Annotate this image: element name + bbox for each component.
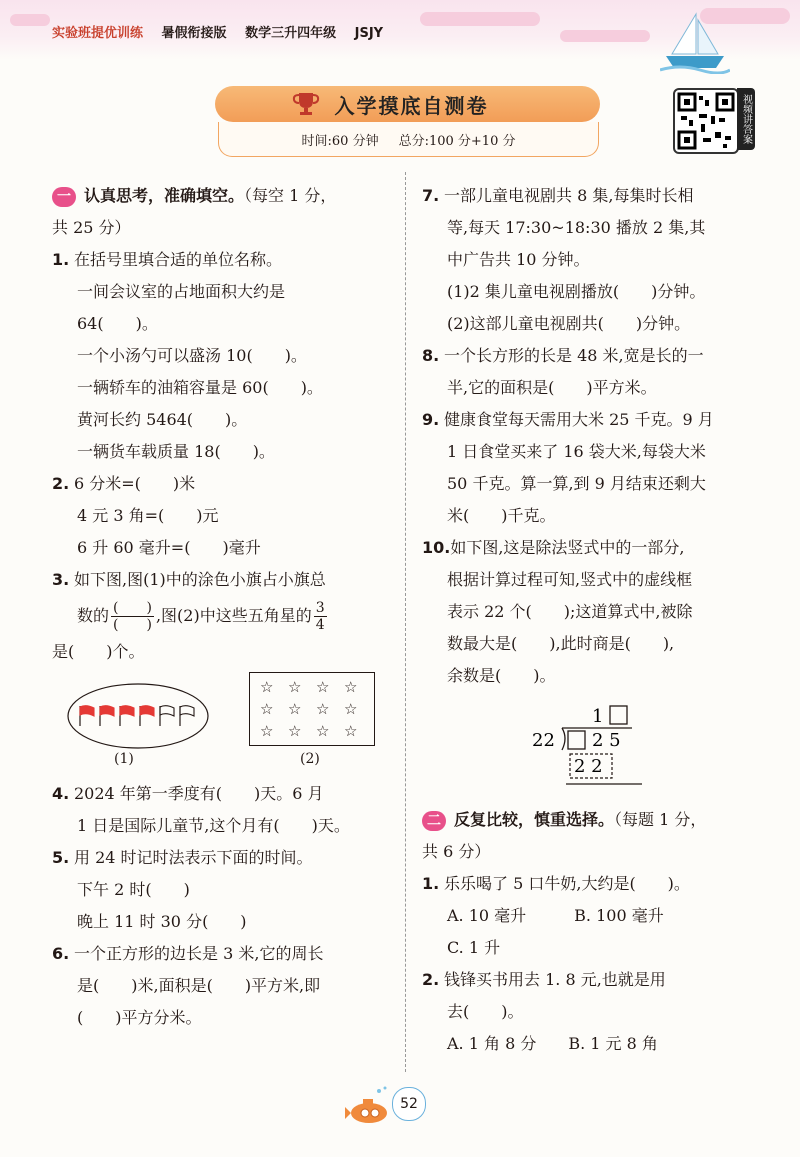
question-text: 一间会议室的占地面积大约是 [77,282,286,301]
question-line [52,244,397,276]
question-text: 一个正方形的边长是 3 米,它的周长 [74,944,324,963]
trophy-icon [291,91,321,117]
question-subline [52,404,397,436]
section-2-title: 反复比较，慎重选择。 [454,810,615,829]
question-text: 下午 2 时( ) [77,880,190,899]
question-subline [52,276,397,308]
column-divider [405,172,406,1072]
question-subline [422,308,767,340]
question-subline [422,212,767,244]
question-text: 6 升 60 毫升=( )毫升 [77,538,261,557]
question-text: (1)2 集儿童电视剧播放( )分钟。 [447,282,706,301]
question-text: C. 1 升 [447,938,501,957]
question-subline [52,532,397,564]
question-text: 6 分米=( )米 [74,474,196,493]
product: 2 2 [574,756,603,777]
question-text: 一个小汤勺可以盛汤 10( )。 [77,346,307,365]
star-icon: ☆ [288,700,302,718]
qr-label: 视频讲答案 [737,88,755,150]
right-column [422,180,767,1060]
total-score: 总分:100 分+10 分 [398,133,516,149]
star-icon: ☆ [316,678,330,696]
fraction-three-quarters [314,600,327,633]
question-number: 2. [422,970,440,989]
question-subline [422,372,767,404]
quotient-box [610,706,627,724]
question-text: 4 元 3 角=( )元 [77,506,219,525]
question-line [422,964,767,996]
question-number: 1. [422,874,440,893]
question-subline [422,628,767,660]
question-text: 健康食堂每天需用大米 25 千克。9 月 [444,410,714,429]
question-line [52,938,397,970]
qr-code[interactable] [673,88,739,154]
question-text: 去( )。 [447,1002,524,1021]
question-line [422,340,767,372]
fraction-denominator: ( ) [113,617,152,633]
division-figure [422,692,767,792]
question-subline [422,596,767,628]
q3-text: 数的 [77,606,110,625]
question-text: A. 1 角 8 分 B. 1 元 8 角 [447,1034,658,1053]
question-text: 余数是( )。 [447,666,556,685]
decor-cloud [10,14,50,26]
title-banner [215,86,600,122]
question-list [52,244,397,596]
subject-label: 数学三升四年级 [245,26,337,41]
question-number: 5. [52,848,70,867]
question-text: 50 千克。算一算,到 9 月结束还剩大 [447,474,706,493]
question-text: 数最大是( ),此时商是( ), [447,634,675,653]
question-text: 1 日是国际儿童节,这个月有( )天。 [77,816,350,835]
star-icon: ☆ [288,678,302,696]
question-subline [422,1028,767,1060]
question-subline [422,996,767,1028]
star-icon: ☆ [260,700,274,718]
question-text: 如下图,图(1)中的涂色小旗占小旗总 [74,570,326,589]
star-icon: ☆ [316,722,330,740]
question-text: (2)这部儿童电视剧共( )分钟。 [447,314,691,333]
question-line [52,564,397,596]
question-subline [52,340,397,372]
question-line [52,842,397,874]
question-subline [52,372,397,404]
question-text: 一部儿童电视剧共 8 集,每集时长相 [444,186,694,205]
question-subline [52,436,397,468]
flag-icon [160,706,174,726]
divisor: 22 [532,730,555,751]
section-1-note-cont: 共 25 分） [52,218,131,237]
left-column [52,180,397,1034]
question-number: 7. [422,186,440,205]
fraction-numerator: ( ) [113,600,152,616]
decor-cloud [560,30,650,42]
time-limit: 时间:60 分钟 [301,133,379,149]
edition-label: 暑假衔接版 [161,26,227,41]
question-text: 64( )。 [77,314,158,333]
question-line [52,778,397,810]
section-1-title: 认真思考，准确填空。 [84,186,245,205]
question-text: 2024 年第一季度有( )天。6 月 [74,784,324,803]
question-subline [422,468,767,500]
question-line [422,532,767,564]
flags-figure [66,682,211,750]
question-text: A. 10 毫升 B. 100 毫升 [447,906,664,925]
question-subline [422,900,767,932]
shaded-flag-icon [140,706,154,726]
question-subline [52,1002,397,1034]
section-1-badge: 一 [52,187,76,207]
star-icon: ☆ [344,678,358,696]
section-2-note-cont: 共 6 分） [422,842,491,861]
question-text: 晚上 11 时 30 分( ) [77,912,247,931]
question-list [422,180,767,692]
question-subline [52,308,397,340]
fraction-numerator: 3 [315,600,325,616]
question-number: 3. [52,570,70,589]
page-number: 52 [392,1087,426,1121]
q3-end: 是( )个。 [52,642,145,661]
question-text: 在括号里填合适的单位名称。 [74,250,283,269]
question-number: 4. [52,784,70,803]
question-number: 1. [52,250,70,269]
question-subline [422,932,767,964]
question-text: 乐乐喝了 5 口牛奶,大约是( )。 [444,874,690,893]
page-title: 入学摸底自测卷 [334,93,489,118]
quotient-digit: 1 [592,706,604,727]
section-2-note: （每题 1 分， [614,810,707,829]
question-subline [422,436,767,468]
question-text: 钱锋买书用去 1. 8 元,也就是用 [444,970,666,989]
question-subline [52,970,397,1002]
question-text: 等,每天 17:30~18:30 播放 2 集,其 [447,218,706,237]
question-line [422,868,767,900]
question-text: 如下图,这是除法竖式中的一部分, [450,538,685,557]
question-text: 一辆轿车的油箱容量是 60( )。 [77,378,323,397]
question-text: ( )平方分米。 [77,1008,202,1027]
question-subline [52,906,397,938]
submarine-icon [345,1085,395,1129]
question-text: 表示 22 个( );这道算式中,被除 [447,602,693,621]
figure-1-label: (1) [114,751,134,767]
star-icon: ☆ [260,722,274,740]
shaded-flag-icon [120,706,134,726]
question-list [422,868,767,1060]
question-text: 黄河长约 5464( )。 [77,410,248,429]
decor-cloud [420,12,540,26]
question-list [52,778,397,1034]
question-line [422,180,767,212]
sailboat-icon [660,10,730,74]
question-3-fraction-line [52,596,397,636]
question-number: 10. [422,538,451,557]
question-text: 用 24 时记时法表示下面的时间。 [74,848,313,867]
star-icon: ☆ [344,722,358,740]
question-text: 一辆货车载质量 18( )。 [77,442,275,461]
question-subline [422,500,767,532]
question-subline [422,660,767,692]
q3-text: ,图(2)中这些五角星的 [155,606,312,625]
star-icon: ☆ [344,700,358,718]
question-text: 米( )千克。 [447,506,556,525]
question-subline [52,874,397,906]
question-text: 是( )米,面积是( )平方米,即 [77,976,321,995]
question-text: 一个长方形的长是 48 米,宽是长的一 [444,346,704,365]
section-1-heading [52,180,397,212]
fraction-denominator: 4 [315,617,325,633]
code-label: JSJY [354,26,384,41]
flag-icon [180,706,194,726]
question-subline [422,564,767,596]
question-line [422,404,767,436]
q3-figures [52,668,397,778]
question-subline [422,276,767,308]
section-1-note: （每空 1 分， [244,186,337,205]
question-text: 1 日食堂买来了 16 袋大米,每袋大米 [447,442,706,461]
qr-code-icon [675,90,737,152]
series-brand: 实验班提优训练 [52,26,144,41]
question-text: 半,它的面积是( )平方米。 [447,378,657,397]
section-2-heading [422,804,767,836]
question-text: 中广告共 10 分钟。 [447,250,590,269]
question-number: 9. [422,410,440,429]
question-line [52,468,397,500]
question-subline [52,500,397,532]
star-icon: ☆ [260,678,274,696]
fraction-blank [111,600,154,633]
question-text: 根据计算过程可知,竖式中的虚线框 [447,570,693,589]
shaded-flag-icon [100,706,114,726]
exam-info [218,122,599,157]
star-icon: ☆ [288,722,302,740]
dividend-box [568,731,585,749]
question-number: 8. [422,346,440,365]
section-2-badge: 二 [422,811,446,831]
question-subline [422,244,767,276]
long-division-diagram [522,700,652,790]
question-number: 2. [52,474,70,493]
figure-2-label: (2) [300,751,320,767]
series-header [52,22,397,41]
question-number: 6. [52,944,70,963]
stars-figure [249,672,375,746]
shaded-flag-icon [80,706,94,726]
dividend-tail: 2 5 [592,730,621,751]
question-subline [52,810,397,842]
star-icon: ☆ [316,700,330,718]
